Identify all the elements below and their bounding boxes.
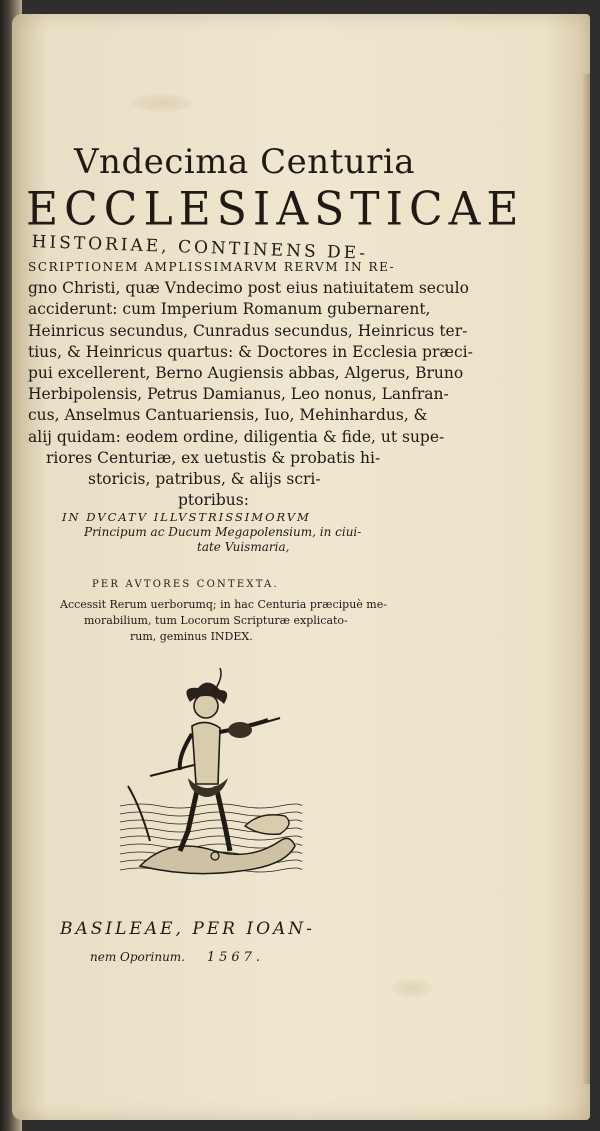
title-line-2: ECCLESIASTICAE (26, 182, 525, 237)
index-note-line: morabilium, tum Locorum Scripturæ explicato- (84, 614, 348, 627)
title-description (28, 257, 473, 511)
publication-year: 1567. (206, 950, 265, 965)
place-of-publication: BASILEAE, PER IOAN- (60, 919, 315, 939)
imprint-location (62, 510, 402, 555)
paper-stain (132, 94, 192, 112)
title-line-3: HISTORIAE, CONTINENS DE- (31, 232, 369, 264)
description-line: Herbipolensis, Petrus Damianus, Leo nonus, Lanfran- (28, 385, 449, 404)
description-line: storicis, patribus, & alijs scri- (88, 470, 321, 489)
paper-stain (392, 979, 432, 997)
index-note (60, 597, 390, 645)
imprint-line: Principum ac Ducum Megapolensium, in ciui- (84, 525, 362, 539)
imprint-line: tate Vuismaria, (197, 540, 290, 554)
description-line: gno Christi, quæ Vndecimo post eius natiuitatem seculo (28, 279, 469, 298)
description-line: alij quidam: eodem ordine, diligentia & fide, ut supe- (28, 427, 445, 446)
page-fore-edge (582, 74, 590, 1084)
description-line: ptoribus: (178, 491, 249, 510)
title-page (12, 14, 590, 1120)
description-line: Heinricus secundus, Cunradus secundus, Heinricus ter- (28, 321, 468, 340)
title-line-1: Vndecima Centuria (74, 142, 416, 182)
description-line: tius, & Heinricus quartus: & Doctores in Ecclesia præci- (28, 342, 473, 361)
authors-line: PER AVTORES CONTEXTA. (92, 579, 279, 590)
description-line: riores Centuriæ, ex uetustis & probatis hi- (46, 448, 381, 467)
printer-and-date (90, 950, 390, 965)
index-note-line: Accessit Rerum uerborumq; in hac Centuria præcipuè me- (60, 598, 387, 611)
printer-device-arion-on-dolphin-icon (120, 666, 302, 878)
description-line: SCRIPTIONEM AMPLISSIMARVM RERVM IN RE- (28, 260, 396, 274)
description-line: acciderunt: cum Imperium Romanum gubernarent, (28, 300, 431, 319)
description-line: pui excellerent, Berno Augiensis abbas, Algerus, Bruno (28, 364, 464, 383)
printer-name: nem Oporinum. (90, 950, 185, 964)
imprint-line: IN DVCATV ILLVSTRISSIMORVM (62, 510, 311, 524)
description-line: cus, Anselmus Cantuariensis, Iuo, Mehinhardus, & (28, 406, 428, 425)
index-note-line: rum, geminus INDEX. (130, 630, 253, 643)
